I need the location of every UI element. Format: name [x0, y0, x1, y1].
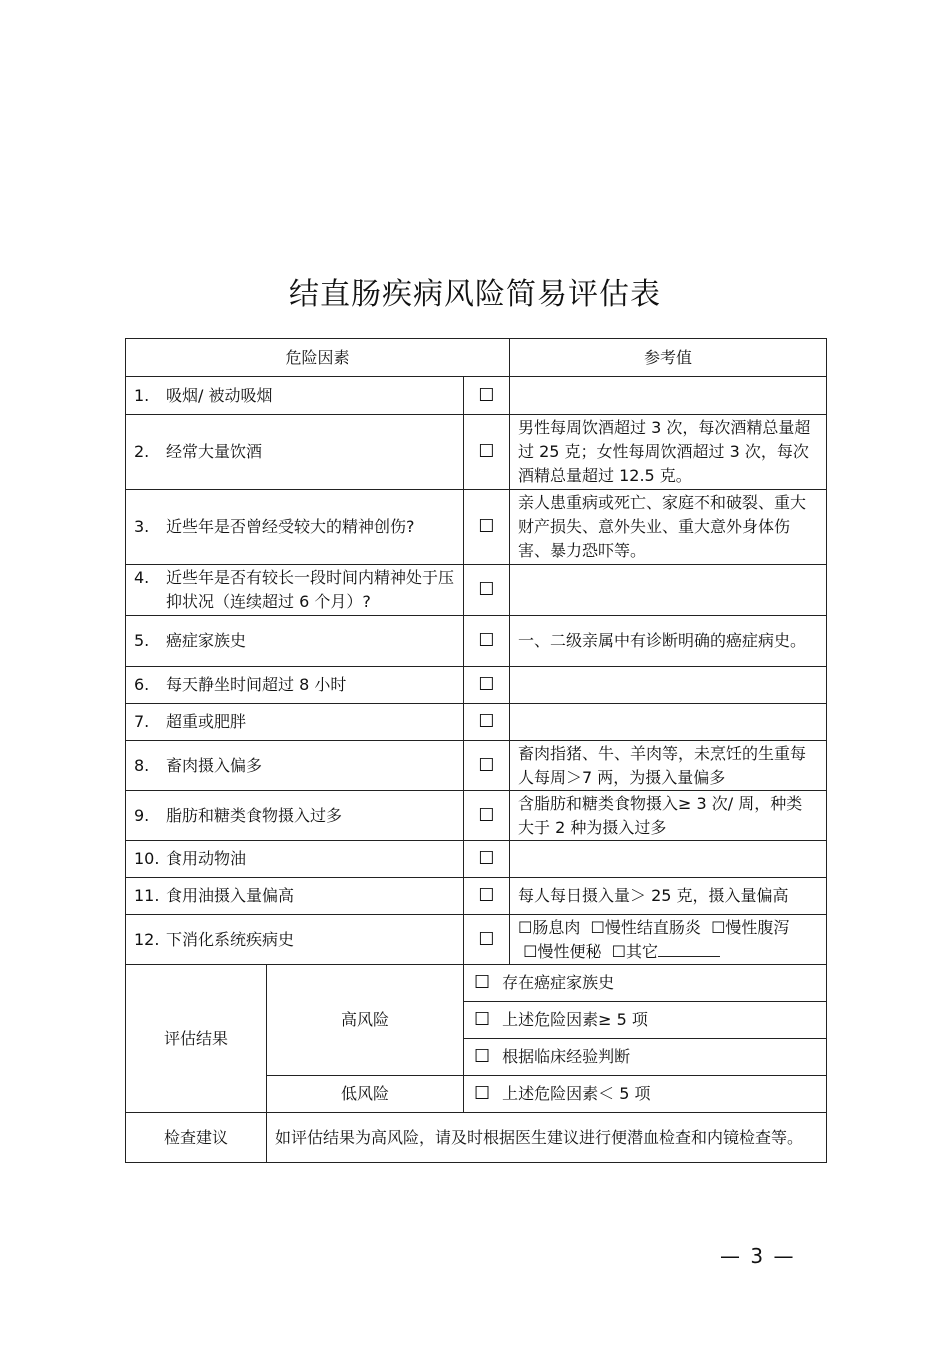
table-row — [126, 415, 827, 490]
checkbox[interactable]: ☐ — [464, 415, 510, 490]
checkbox-icon: ☐ — [474, 1009, 491, 1030]
reference-value: 男性每周饮酒超过 3 次，每次酒精总量超过 25 克；女性每周饮酒超过 3 次，每次酒精总量超过 12.5 克。 — [510, 415, 827, 490]
table-row — [126, 704, 827, 741]
factor-cell — [126, 415, 464, 490]
factor-number: 3. — [134, 517, 150, 536]
factor-number: 11. — [134, 886, 160, 905]
checkbox[interactable]: ☐ — [464, 565, 510, 616]
header-reference: 参考值 — [510, 339, 827, 377]
table-row — [126, 841, 827, 878]
reference-value: 亲人患重病或死亡、家庭不和破裂、重大财产损失、意外失业、重大意外身体伤害、暴力恐吓等。 — [510, 490, 827, 565]
high-risk-option-2[interactable]: ☐ 上述危险因素≥ 5 项 — [464, 1002, 827, 1039]
checkbox-icon: ☐ — [474, 1083, 491, 1104]
table-row — [126, 741, 827, 791]
factor-number: 7. — [134, 712, 150, 731]
other-blank-line[interactable] — [658, 940, 720, 957]
factor-cell — [126, 616, 464, 667]
option-chronic-constipation[interactable]: ☐慢性便秘 — [523, 941, 602, 961]
checkbox[interactable]: ☐ — [464, 741, 510, 791]
reference-value: 每人每日摄入量＞ 25 克，摄入量偏高 — [510, 878, 827, 915]
table-row — [126, 616, 827, 667]
checkbox-icon: ☐ — [711, 917, 726, 937]
reference-value: 一、二级亲属中有诊断明确的癌症病史。 — [510, 616, 827, 667]
reference-value — [510, 667, 827, 704]
factor-number: 9. — [134, 805, 150, 825]
checkbox-icon: ☐ — [590, 917, 605, 937]
table-row — [126, 878, 827, 915]
factor-cell — [126, 915, 464, 965]
form-title: 结直肠疾病风险简易评估表 — [289, 277, 661, 312]
option-chronic-colitis[interactable]: ☐慢性结直肠炎 — [590, 917, 701, 937]
factor-text: 食用油摄入量偏高 — [166, 886, 295, 905]
checkbox-icon: ☐ — [474, 972, 491, 993]
high-risk-label: 高风险 — [267, 965, 464, 1076]
factor-cell — [126, 878, 464, 915]
reference-value: 含脂肪和糖类食物摄入≥ 3 次/ 周，种类大于 2 种为摄入过多 — [510, 791, 827, 841]
checkbox[interactable]: ☐ — [464, 377, 510, 415]
reference-value — [510, 841, 827, 878]
low-risk-option[interactable]: ☐ 上述危险因素＜ 5 项 — [464, 1076, 827, 1113]
factor-number: 1. — [134, 385, 150, 405]
factor-number: 2. — [134, 442, 150, 461]
reference-value — [510, 565, 827, 616]
factor-text: 经常大量饮酒 — [166, 442, 263, 461]
factor-text: 近些年是否曾经受较大的精神创伤? — [166, 517, 415, 536]
risk-assessment-table — [125, 338, 827, 1163]
checkbox[interactable]: ☐ — [464, 915, 510, 965]
advice-text: 如评估结果为高风险，请及时根据医生建议进行便潜血检查和内镜检查等。 — [267, 1113, 827, 1163]
factor-cell — [126, 667, 464, 704]
factor-text: 癌症家族史 — [166, 631, 247, 650]
factor-number: 4. — [134, 568, 150, 587]
factor-text: 近些年是否有较长一段时间内精神处于压抑状况（连续超过 6 个月）? — [166, 568, 455, 611]
table-row-12 — [126, 915, 827, 965]
checkbox[interactable]: ☐ — [464, 616, 510, 667]
factor-cell — [126, 741, 464, 791]
factor-cell — [126, 704, 464, 741]
table-header-row — [126, 339, 827, 377]
checkbox[interactable]: ☐ — [464, 878, 510, 915]
option-polyp[interactable]: ☐肠息肉 — [518, 917, 581, 937]
factor-text: 畜肉摄入偏多 — [166, 755, 263, 775]
checkbox[interactable]: ☐ — [464, 667, 510, 704]
checkbox[interactable]: ☐ — [464, 704, 510, 741]
option-other[interactable]: ☐其它 — [612, 942, 720, 961]
header-factors: 危险因素 — [126, 339, 510, 377]
factor-number: 10. — [134, 849, 160, 868]
checkbox-icon: ☐ — [518, 917, 533, 937]
assessment-row-1 — [126, 965, 827, 1002]
factor-cell — [126, 377, 464, 415]
table-row — [126, 791, 827, 841]
factor-text: 超重或肥胖 — [166, 712, 247, 731]
factor-cell — [126, 791, 464, 841]
factor-text: 吸烟/ 被动吸烟 — [166, 385, 273, 405]
high-risk-option-3[interactable]: ☐ 根据临床经验判断 — [464, 1039, 827, 1076]
table-row — [126, 377, 827, 415]
factor-text: 下消化系统疾病史 — [166, 929, 295, 949]
advice-label: 检查建议 — [126, 1113, 267, 1163]
advice-row — [126, 1113, 827, 1163]
factor-cell — [126, 841, 464, 878]
checkbox[interactable]: ☐ — [464, 490, 510, 565]
low-risk-label: 低风险 — [267, 1076, 464, 1113]
high-risk-option-1[interactable]: ☐ 存在癌症家族史 — [464, 965, 827, 1002]
factor-number: 5. — [134, 631, 150, 650]
reference-value — [510, 377, 827, 415]
factor-number: 12. — [134, 929, 160, 949]
reference-options-cell — [510, 915, 827, 965]
assessment-label: 评估结果 — [126, 965, 267, 1113]
checkbox-icon: ☐ — [474, 1046, 491, 1067]
factor-text: 每天静坐时间超过 8 小时 — [166, 675, 347, 694]
checkbox-icon: ☐ — [523, 941, 538, 961]
factor-number: 6. — [134, 675, 150, 694]
checkbox-icon: ☐ — [611, 941, 626, 961]
factor-cell — [126, 565, 464, 616]
checkbox[interactable]: ☐ — [464, 791, 510, 841]
factor-number: 8. — [134, 755, 150, 775]
factor-text: 脂肪和糖类食物摄入过多 — [166, 805, 343, 825]
table-row — [126, 667, 827, 704]
checkbox[interactable]: ☐ — [464, 841, 510, 878]
option-chronic-diarrhea[interactable]: ☐慢性腹泻 — [711, 917, 790, 937]
table-row — [126, 490, 827, 565]
page-number: — 3 — — [720, 1244, 796, 1268]
table-row — [126, 565, 827, 616]
reference-value: 畜肉指猪、牛、羊肉等，未烹饪的生重每人每周＞7 两，为摄入量偏多 — [510, 741, 827, 791]
factor-cell — [126, 490, 464, 565]
factor-text: 食用动物油 — [166, 849, 247, 868]
reference-value — [510, 704, 827, 741]
